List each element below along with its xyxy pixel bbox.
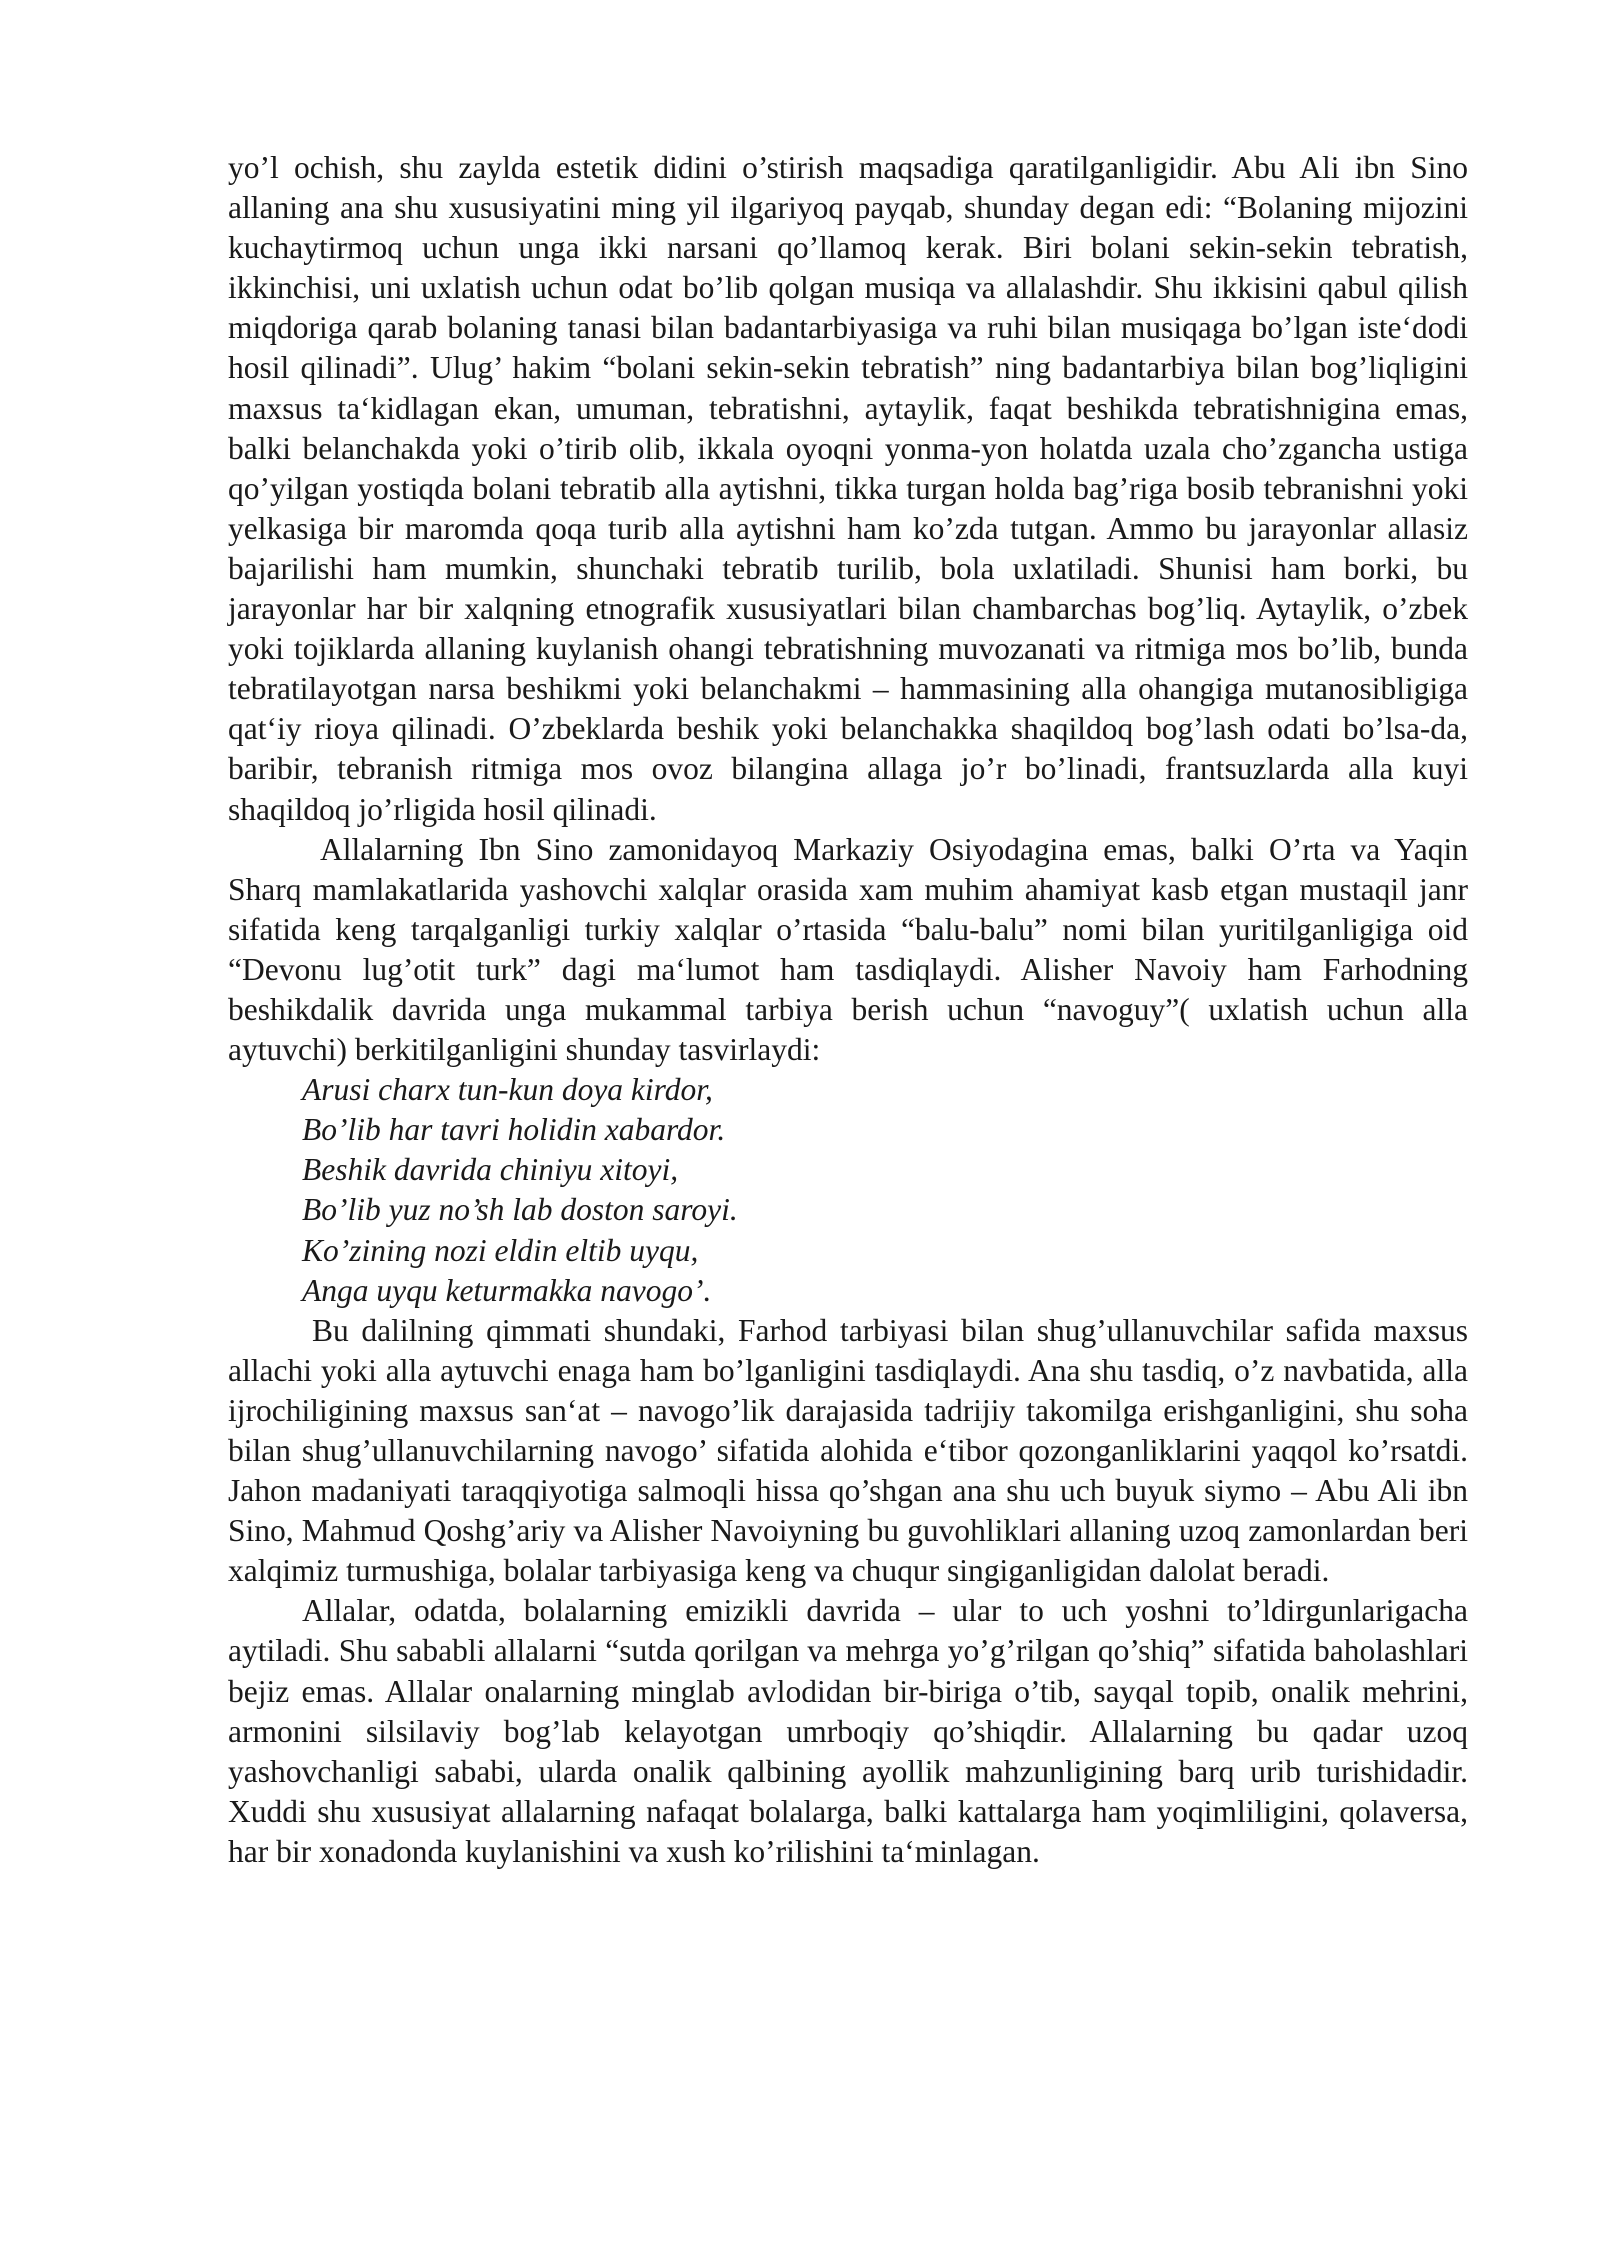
paragraph-ibn-sino: yo’l ochish, shu zaylda estetik didini o’stirish maqsadiga qaratilganligidir. Abu Ali ibn Sino allaning ana shu xususiyatini ming yil ilgariyoq payqab, shunday degan edi: “Bolaning mijozini kuchaytirmoq uchun unga ikki narsani qo’llamoq kerak. Biri bolani sekin-sekin tebratish, ikkinchisi, uni uxlatish uchun odat bo’lib qolgan musiqa va allalashdir. Shu ikkisini qabul qilish miqdoriga qarab bolaning tanasi bilan badantarbiyasiga va ruhi bilan musiqaga bo’lgan iste‘dodi hosil qilinadi”. Ulug’ hakim “bolani sekin-sekin tebratish” ning badantarbiya bilan bog’liqligini maxsus ta‘kidlagan ekan, umuman, tebratishni, aytaylik, faqat beshikda tebratishnigina emas, balki belanchakda yoki o’tirib olib, ikkala oyoqni yonma-yon holatda uzala cho’zgancha ustiga qo’yilgan yostiqda bolani tebratib alla aytishni, tikka turgan holda bag’riga bosib tebranishni yoki yelkasiga bir maromda qoqa turib alla aytishni ham ko’zda tutgan. Ammo bu jarayonlar allasiz bajarilishi ham mumkin, shunchaki tebratib turilib, bola uxlatiladi. Shunisi ham borki, bu jarayonlar har bir xalqning etnografik xususiyatlari bilan chambarchas bog’liq. Aytaylik, o’zbek yoki tojiklarda allaning kuylanish ohangi tebratishning muvozanati va ritmiga mos bo’lib, bunda tebratilayotgan narsa beshikmi yoki belanchakmi – hammasining alla ohangiga mutanosibligiga qat‘iy rioya qilinadi. O’zbeklarda beshik yoki belanchakka shaqildoq bog’lash odati bo’lsa-da, baribir, tebranish ritmiga mos ovoz bilangina allaga jo’r bo’linadi, frantsuzlarda alla kuyi shaqildoq jo’rligida hosil qilinadi. — [228, 150, 1468, 827]
poem-line: Bo’lib yuz no’sh lab doston saroyi. — [302, 1192, 738, 1228]
document-page — [228, 148, 1468, 1872]
poem-line: Ko’zining nozi eldin eltib uyqu, — [302, 1232, 699, 1268]
poem-line: Bo’lib har tavri holidin xabardor. — [302, 1112, 726, 1148]
poem-line: Anga uyqu keturmakka navogo’. — [302, 1272, 712, 1308]
paragraph-navoiy-intro: Allalarning Ibn Sino zamonidayoq Markaziy Osiyodagina emas, balki O’rta va Yaqin Sharq mamlakatlarida yashovchi xalqlar orasida xam muhim ahamiyat kasb etgan mustaqil janr sifatida keng tarqalganligi turkiy xalqlar o’rtasida “balu-balu” nomi bilan yuritilganligiga oid “Devonu lug’otit turk” dagi ma‘lumot ham tasdiqlaydi. Alisher Navoiy ham Farhodning beshikdalik davrida unga mukammal tarbiya berish uchun “navoguy”( uxlatish uchun alla aytuvchi) berkitilganligini shunday tasvirlaydi: — [228, 831, 1468, 1068]
poem-line: Beshik davrida chiniyu xitoyi, — [302, 1152, 679, 1188]
paragraph-allalar: Allalar, odatda, bolalarning emizikli davrida – ular to uch yoshni to’ldirgunlarigacha aytiladi. Shu sababli allalarni “sutda qorilgan va mehrga yo’g’rilgan qo’shiq” sifatida baholashlari bejiz emas. Allalar onalarning minglab avlodidan bir-biriga o’tib, sayqal topib, onalik mehrini, armonini silsilaviy bog’lab kelayotgan umrboqiy qo’shiqdir. Allalarning bu qadar uzoq yashovchanligi sababi, ularda onalik qalbining ayollik mahzunligining barq urib turishidadir. Xuddi shu xususiyat allalarning nafaqat bolalarga, balki kattalarga ham yoqimliligini, qolaversa, har bir xonadonda kuylanishini va xush ko’rilishini ta‘minlagan. — [228, 1593, 1468, 1869]
poem-quote — [228, 1070, 1468, 1311]
poem-line: Arusi charx tun-kun doya kirdor, — [302, 1072, 713, 1108]
paragraph-evidence: Bu dalilning qimmati shundaki, Farhod tarbiyasi bilan shug’ullanuvchilar safida maxsus allachi yoki alla aytuvchi enaga ham bo’lganligini tasdiqlaydi. Ana shu tasdiq, o’z navbatida, alla ijrochiligining maxsus san‘at – navogo’lik darajasida tadrijiy takomilga erishganligini, shu soha bilan shug’ullanuvchilarning navogo’ sifatida alohida e‘tibor qozonganliklarini yaqqol ko’rsatdi. Jahon madaniyati taraqqiyotiga salmoqli hissa qo’shgan ana shu uch buyuk siymo – Abu Ali ibn Sino, Mahmud Qoshg’ariy va Alisher Navoiyning bu guvohliklari allaning uzoq zamonlardan beri xalqimiz turmushiga, bolalar tarbiyasiga keng va chuqur singiganligidan dalolat beradi. — [228, 1312, 1468, 1589]
